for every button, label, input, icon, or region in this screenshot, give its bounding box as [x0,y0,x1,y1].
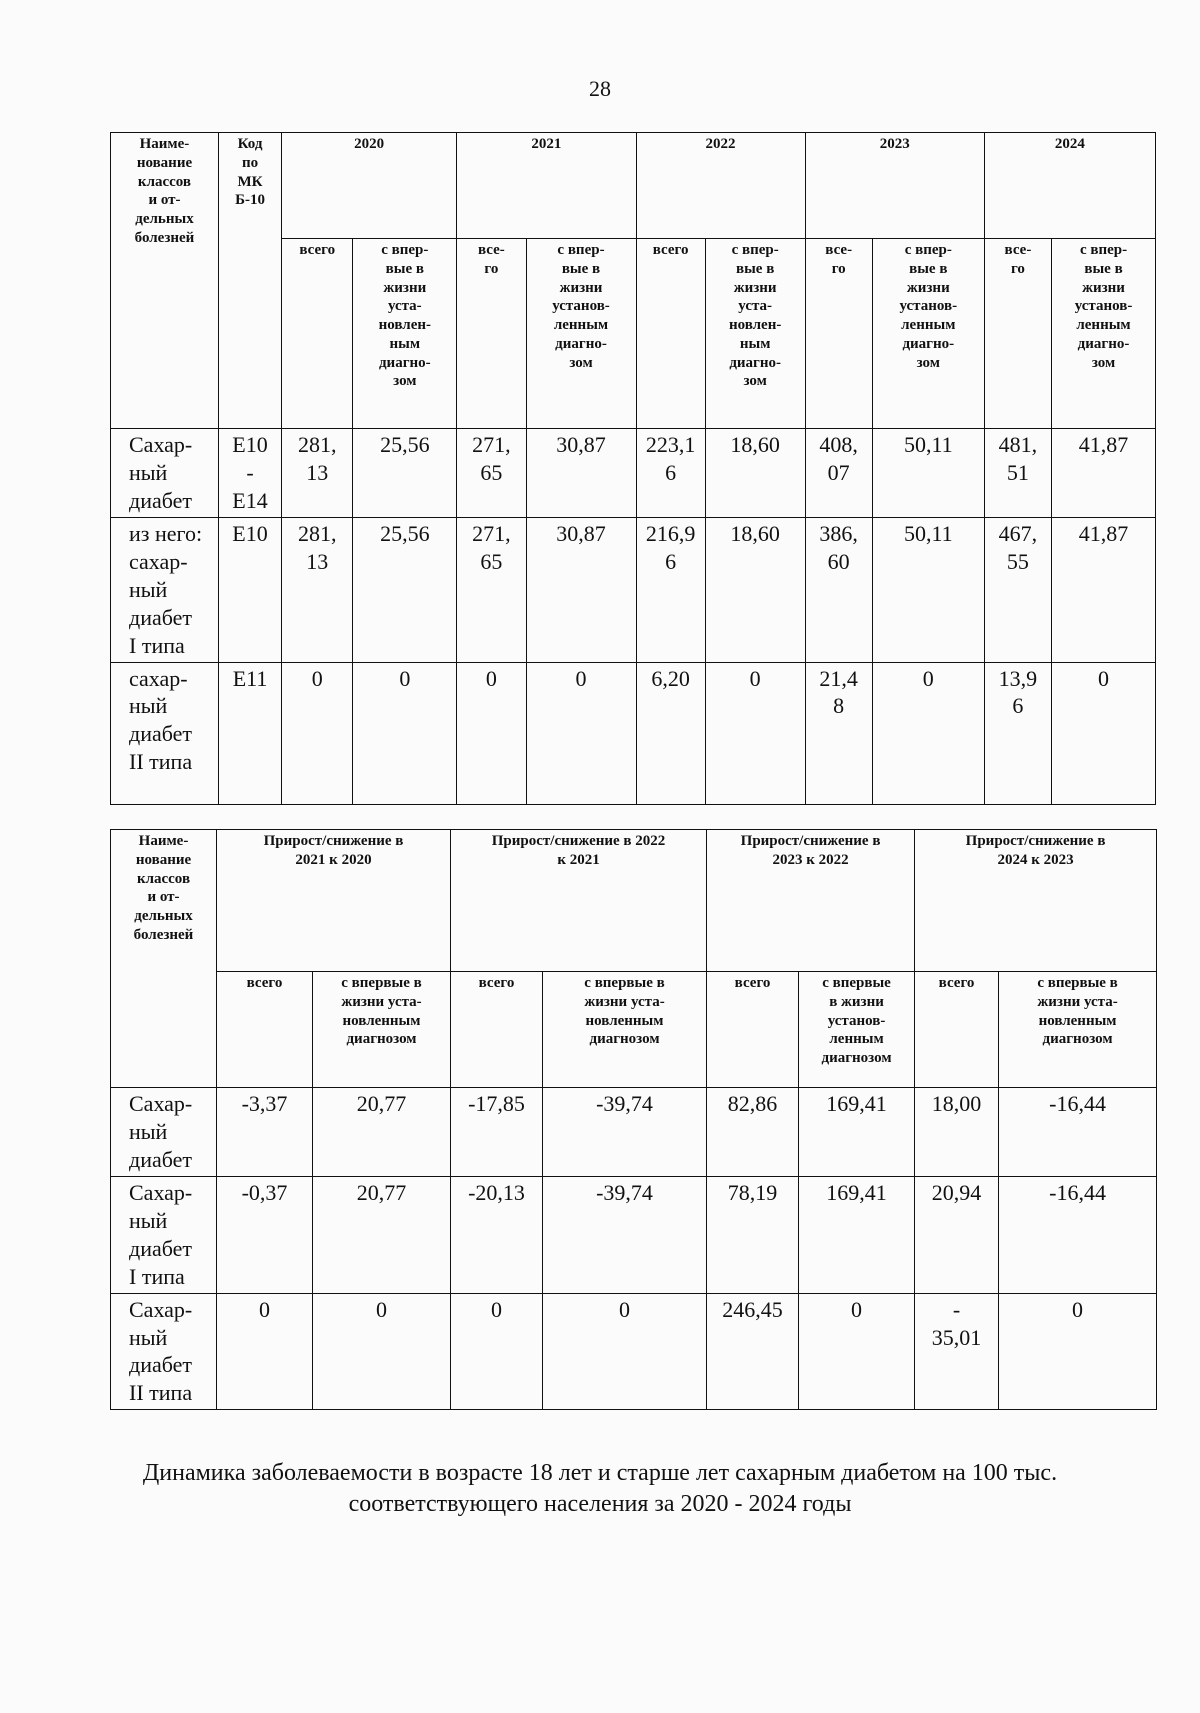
cell-value: 25,56 [353,517,457,662]
cell-value: 13,9 6 [984,662,1051,804]
row-code: E10 - E14 [218,429,281,518]
cell-value: 246,45 [707,1293,799,1410]
subheader-new: с впер- вые в жизни уста- новлен- ным диагно- зом [353,239,457,429]
incidence-table [110,132,1156,805]
subheader-new: с впервые в жизни уста- новленным диагнозом [543,972,707,1088]
header-period: Прирост/снижение в 2021 к 2020 [217,830,451,972]
row-code: E11 [218,662,281,804]
row-name: Сахар- ный диабет [111,429,219,518]
table-row [111,1293,1157,1410]
subheader-total: всего [451,972,543,1088]
header-year: 2021 [457,133,636,239]
cell-value: -39,74 [543,1176,707,1293]
subheader-new: с впер- вые в жизни установ- ленным диагно- зом [1052,239,1156,429]
table-row [111,429,1156,518]
cell-value: 18,60 [705,429,805,518]
cell-value: 0 [353,662,457,804]
cell-value: 6,20 [636,662,705,804]
subheader-new: с впер- вые в жизни уста- новлен- ным диагно- зом [705,239,805,429]
row-name: Сахар- ный диабет [111,1088,217,1177]
header-year: 2022 [636,133,805,239]
subheader-new: с впервые в жизни уста- новленным диагнозом [313,972,451,1088]
cell-value: -3,37 [217,1088,313,1177]
header-name: Наиме- нование классов и от- дельных болезней [111,133,219,429]
cell-value: 467, 55 [984,517,1051,662]
cell-value: 41,87 [1052,429,1156,518]
subheader-new: с впер- вые в жизни установ- ленным диагно- зом [872,239,984,429]
subheader-total: всего [707,972,799,1088]
cell-value: 0 [543,1293,707,1410]
cell-value: 0 [457,662,526,804]
cell-value: 21,4 8 [805,662,872,804]
cell-value: 281, 13 [282,517,353,662]
subheader-total: все- го [984,239,1051,429]
table-row [111,517,1156,662]
table-row [111,1176,1157,1293]
cell-value: -16,44 [999,1088,1157,1177]
cell-value: 41,87 [1052,517,1156,662]
header-year: 2024 [984,133,1155,239]
cell-value: 78,19 [707,1176,799,1293]
header-row [111,133,1156,239]
cell-value: 281, 13 [282,429,353,518]
cell-value: 0 [799,1293,915,1410]
cell-value: - 35,01 [915,1293,999,1410]
row-name: Сахар- ный диабет II типа [111,1293,217,1410]
row-code: E10 [218,517,281,662]
cell-value: 0 [872,662,984,804]
row-name: из него: сахар- ный диабет I типа [111,517,219,662]
subheader-new: с впервые в жизни установ- ленным диагнозом [799,972,915,1088]
header-row [111,830,1157,972]
cell-value: 0 [999,1293,1157,1410]
row-name: сахар- ный диабет II типа [111,662,219,804]
cell-value: 0 [705,662,805,804]
cell-value: -39,74 [543,1088,707,1177]
header-code: Код по МК Б-10 [218,133,281,429]
header-period: Прирост/снижение в 2023 к 2022 [707,830,915,972]
cell-value: 50,11 [872,517,984,662]
subheader-total: всего [915,972,999,1088]
cell-value: 481, 51 [984,429,1051,518]
cell-value: 169,41 [799,1088,915,1177]
subheader-total: всего [282,239,353,429]
cell-value: 386, 60 [805,517,872,662]
cell-value: 0 [313,1293,451,1410]
subheader-new: с впер- вые в жизни установ- ленным диагно- зом [526,239,636,429]
cell-value: 18,00 [915,1088,999,1177]
cell-value: 50,11 [872,429,984,518]
row-name: Сахар- ный диабет I типа [111,1176,217,1293]
cell-value: 169,41 [799,1176,915,1293]
cell-value: 20,77 [313,1088,451,1177]
cell-value: 0 [282,662,353,804]
cell-value: -17,85 [451,1088,543,1177]
cell-value: -20,13 [451,1176,543,1293]
growth-table [110,829,1157,1410]
cell-value: 216,9 6 [636,517,705,662]
cell-value: 25,56 [353,429,457,518]
cell-value: 0 [526,662,636,804]
subheader-row [111,972,1157,1088]
cell-value: 0 [1052,662,1156,804]
subheader-total: все- го [805,239,872,429]
subheader-total: все- го [457,239,526,429]
cell-value: 271, 65 [457,429,526,518]
subheader-total: всего [217,972,313,1088]
header-period: Прирост/снижение в 2024 к 2023 [915,830,1157,972]
cell-value: 18,60 [705,517,805,662]
header-period: Прирост/снижение в 2022 к 2021 [451,830,707,972]
cell-value: 82,86 [707,1088,799,1177]
header-name: Наиме- нование классов и от- дельных болезней [111,830,217,1088]
cell-value: 30,87 [526,517,636,662]
cell-value: -16,44 [999,1176,1157,1293]
table-row [111,662,1156,804]
chart-caption: Динамика заболеваемости в возрасте 18 лет и старше лет сахарным диабетом на 100 тыс. соответствующего населения за 2020 - 2024 годы [142,1460,1058,1518]
table-row [111,1088,1157,1177]
subheader-new: с впервые в жизни уста- новленным диагнозом [999,972,1157,1088]
cell-value: 30,87 [526,429,636,518]
header-year: 2023 [805,133,984,239]
header-year: 2020 [282,133,457,239]
cell-value: -0,37 [217,1176,313,1293]
cell-value: 0 [451,1293,543,1410]
cell-value: 20,77 [313,1176,451,1293]
cell-value: 20,94 [915,1176,999,1293]
cell-value: 271, 65 [457,517,526,662]
page-number: 28 [589,76,611,101]
cell-value: 0 [217,1293,313,1410]
subheader-total: всего [636,239,705,429]
cell-value: 408, 07 [805,429,872,518]
cell-value: 223,1 6 [636,429,705,518]
